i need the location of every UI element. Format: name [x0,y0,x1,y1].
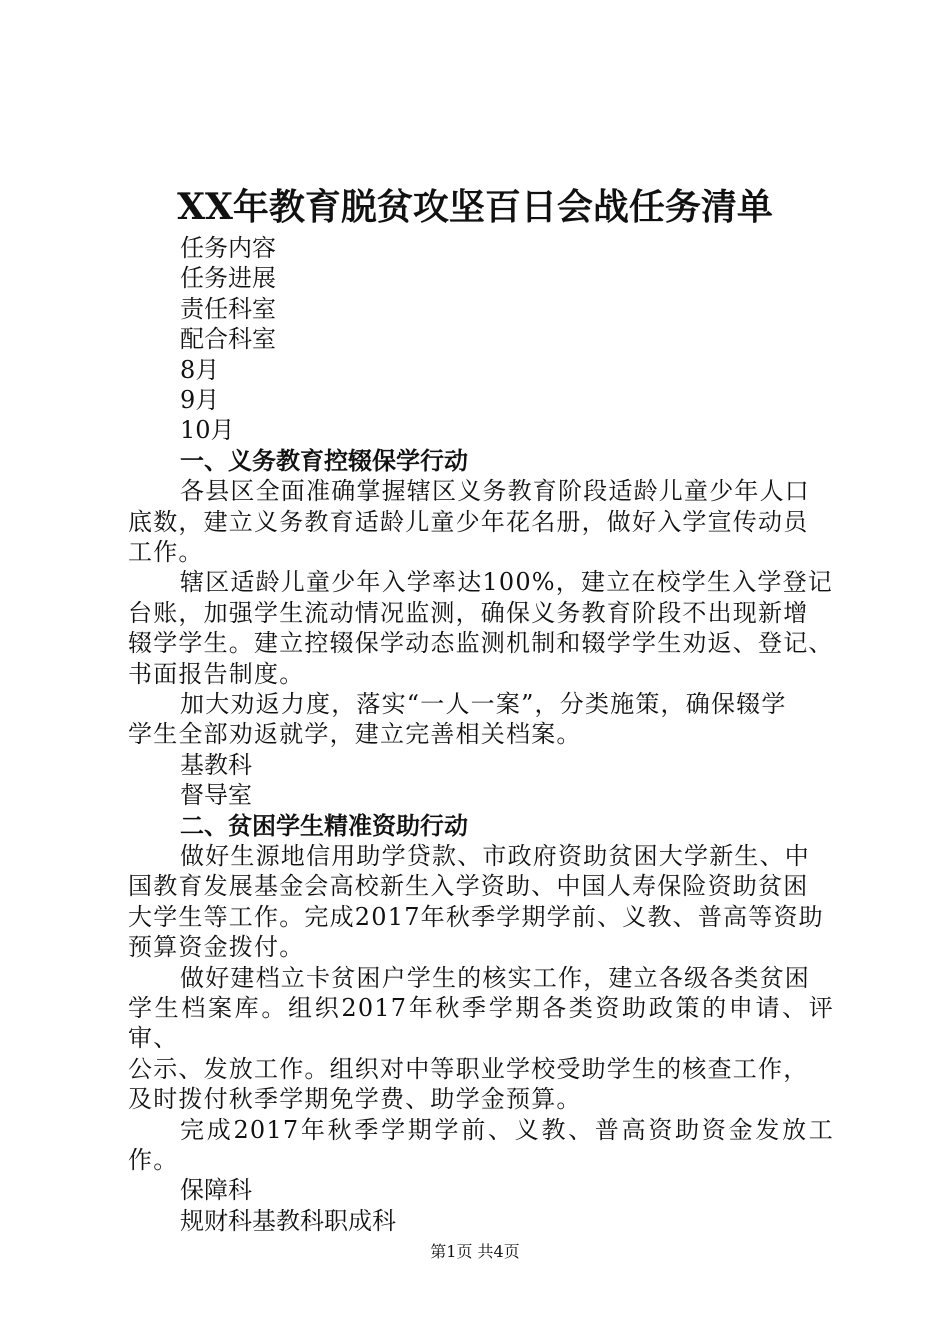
text-line: 完成2017年秋季学期学前、义教、普高资助资金发放工作。 [128,1115,834,1175]
text-line: 台账，加强学生流动情况监测，确保义务教育阶段不出现新增 [128,598,809,627]
header-label-september: 9月 [180,385,220,414]
text-line: 学生档案库。组织2017年秋季学期各类资助政策的申请、评审、 [128,993,834,1053]
section1-responsible-dept: 基教科 [180,750,252,779]
section1-paragraph-1 [128,476,834,567]
text-line: 加大劝返力度，落实“一人一案”，分类施策，确保辍学 [180,689,787,718]
text-line: 辖区适龄儿童少年入学率达100%，建立在校学生入学登记 [180,568,834,597]
section2-paragraph-3 [128,1115,834,1176]
section2-responsible-dept: 保障科 [180,1176,252,1205]
header-label-responsible-dept: 责任科室 [180,294,276,323]
section1-heading: 一、义务教育控辍保学行动 [180,445,468,475]
section2-heading: 二、贫困学生精准资助行动 [180,810,468,840]
header-label-october: 10月 [180,416,235,445]
text-line: 各县区全面准确掌握辖区义务教育阶段适龄儿童少年人口 [180,477,810,506]
header-label-task-content: 任务内容 [180,234,276,262]
page-footer: 第1页 共4页 [430,1242,520,1261]
text-line: 学生全部劝返就学，建立完善相关档案。 [128,720,582,749]
text-line: 及时拨付秋季学期免学费、助学金预算。 [128,1085,582,1114]
text-line: 工作。 [128,537,204,566]
header-label-cooperating-dept: 配合科室 [180,325,276,354]
section1-paragraph-2 [128,567,834,689]
text-line: 书面报告制度。 [128,659,305,688]
text-line: 辍学学生。建立控辍保学动态监测机制和辍学学生劝返、登记、 [128,629,834,658]
text-line: 预算资金拨付。 [128,933,305,962]
header-label-task-progress: 任务进展 [180,264,276,293]
section1-paragraph-3 [128,689,834,750]
section2-cooperating-dept: 规财科基教科职成科 [180,1206,396,1235]
text-line: 底数，建立义务教育适龄儿童少年花名册，做好入学宣传动员 [128,507,809,536]
section2-paragraph-1 [128,841,834,963]
text-line: 做好建档立卡贫困户学生的核实工作，建立各级各类贫困 [180,963,810,992]
section1-cooperating-dept: 督导室 [180,781,252,810]
text-line: 国教育发展基金会高校新生入学资助、中国人寿保险资助贫困 [128,872,809,901]
document-body [128,233,834,1236]
section2-paragraph-2 [128,963,834,1115]
text-line: 公示、发放工作。组织对中等职业学校受助学生的核查工作， [128,1054,809,1083]
text-line: 做好生源地信用助学贷款、市政府资助贫困大学新生、中 [180,841,810,870]
text-line: 大学生等工作。完成2017年秋季学期学前、义教、普高等资助 [128,902,824,931]
document-title: XX年教育脱贫攻坚百日会战任务清单 [177,186,773,228]
header-label-august: 8月 [180,355,220,384]
